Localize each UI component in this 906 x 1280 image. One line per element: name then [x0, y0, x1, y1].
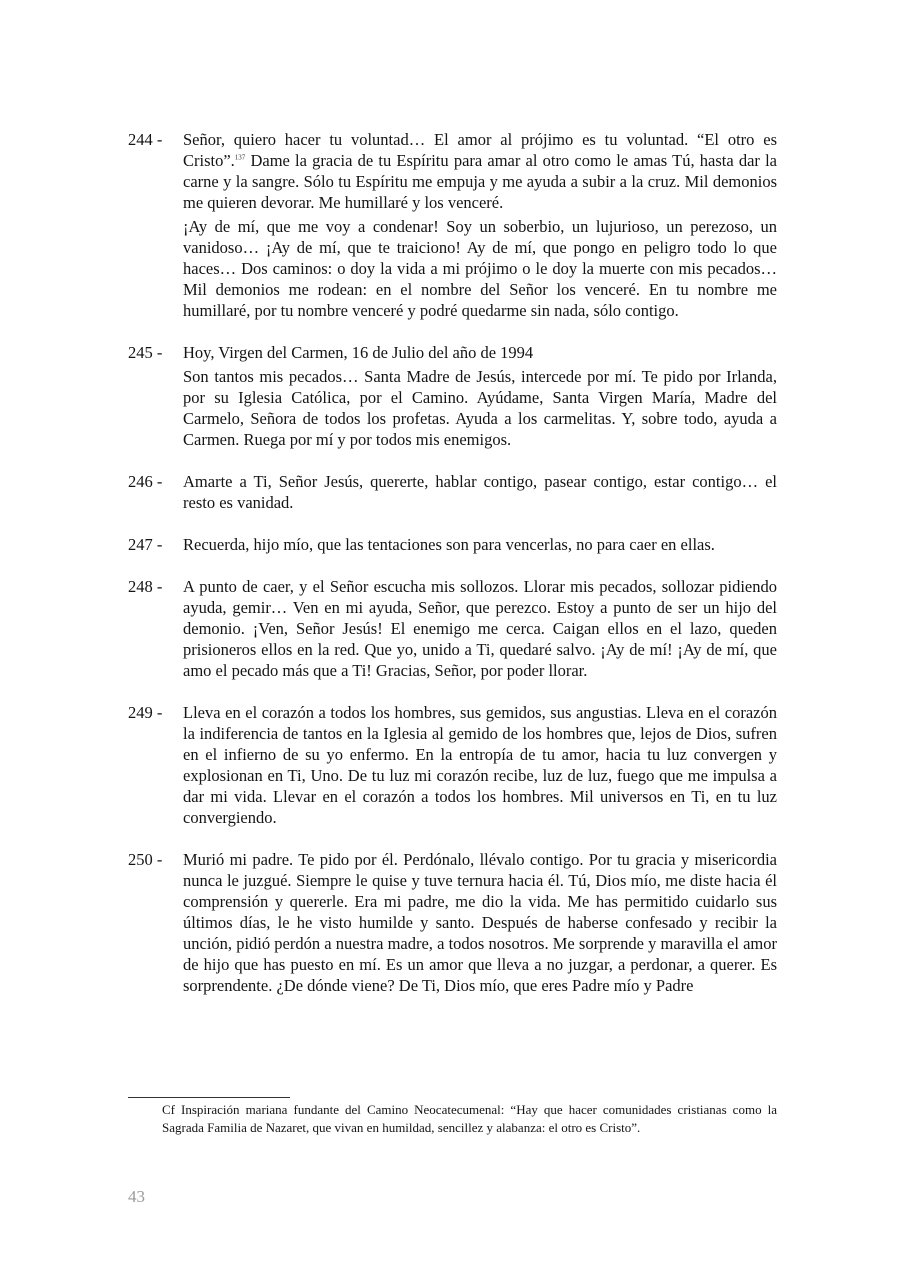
- text-run: Dame la gracia de tu Espíritu para amar al otro como le amas Tú, hasta dar la carne y la sangre. Sólo tu Espíritu me empuja y me ayuda a subir a la cruz. Mil demonios me quieren devorar. Me humillaré y los venceré.: [183, 151, 777, 212]
- entry-paragraph: [183, 534, 777, 555]
- entry: [128, 702, 777, 828]
- text-run: A punto de caer, y el Señor escucha mis sollozos. Llorar mis pecados, sollozar pidiendo ayuda, gemir… Ven en mi ayuda, Señor, que perezco. Estoy a punto de ser un hijo del demonio. ¡Ven, Señor Jesús! El enemigo me cerca. Caigan ellos en el lazo, queden prisioneros ellos en la red. Que yo, unido a Ti, quedaré salvo. ¡Ay de mí! ¡Ay de mí, que amo el pecado más que a Ti! Gracias, Señor, por poder llorar.: [183, 577, 777, 680]
- text-run: Lleva en el corazón a todos los hombres, sus gemidos, sus angustias. Lleva en el corazón la indiferencia de tantos en la Iglesia al gemido de los hombres que, lejos de Dios, sufren en el infierno de su yo enfermo. En la entropía de tu amor, hacia tu luz convergen y explosionan en Ti, Uno. De tu luz mi corazón recibe, luz de luz, fuego que me impulsa a dar mi vida. Llevar en el corazón a todos los hombres. Mil universos en Ti, en tu luz convergiendo.: [183, 703, 777, 827]
- entry: [128, 129, 777, 321]
- text-run: Señor, quiero hacer tu voluntad… El amor al prójimo es tu voluntad. “El otro es Cristo”.: [183, 130, 777, 170]
- footnote-reference: 137: [234, 153, 246, 162]
- footnote-rule: [128, 1097, 290, 1098]
- entry: [128, 576, 777, 681]
- text-run: Hoy, Virgen del Carmen, 16 de Julio del año de 1994: [183, 343, 534, 362]
- entry-paragraph: [183, 702, 777, 828]
- text-run: Amarte a Ti, Señor Jesús, quererte, hablar contigo, pasear contigo, estar contigo… el resto es vanidad.: [183, 472, 777, 512]
- entry-paragraph: [183, 576, 777, 681]
- entry-body: [183, 849, 777, 996]
- entries-list: [128, 129, 777, 996]
- entry: [128, 342, 777, 450]
- entry-number: 248 -: [128, 577, 163, 596]
- text-run: Son tantos mis pecados… Santa Madre de Jesús, intercede por mí. Te pido por Irlanda, por su Iglesia Católica, por el Camino. Ayúdame, Santa Virgen María, Madre del Carmelo, Señora de todos los profetas. Ayuda a los carmelitas. Y, sobre todo, ayuda a Carmen. Ruega por mí y por todos mis enemigos.: [183, 367, 777, 449]
- entry-paragraph: [183, 216, 777, 321]
- entry-paragraph: [183, 129, 777, 213]
- entry: [128, 471, 777, 513]
- text-run: Murió mi padre. Te pido por él. Perdónalo, llévalo contigo. Por tu gracia y misericordia nunca le juzgué. Siempre le quise y tuve ternura hacia él. Tú, Dios mío, me diste hacia él comprensión y quererle. Era mi padre, me dio la vida. Me has permitido cuidarlo sus últimos días, le he visto humilde y santo. Después de haberse confesado y recibir la unción, pidió perdón a nuestra madre, a todos nosotros. Me sorprende y maravilla el amor de hijo que has puesto en mí. Es un amor que lleva a no juzgar, a perdonar, a querer. Es sorprendente. ¿De dónde viene? De Ti, Dios mío, que eres Padre mío y Padre: [183, 850, 777, 995]
- entry-number: 249 -: [128, 703, 163, 722]
- entry-number: 246 -: [128, 472, 163, 491]
- entry-body: [183, 129, 777, 321]
- footnote-text: Cf Inspiración mariana fundante del Camino Neocatecumenal: “Hay que hacer comunidades cristianas como la Sagrada Familia de Nazaret, que vivan en humildad, sencillez y alabanza: el otro es Cristo”.: [162, 1102, 777, 1135]
- entry-body: [183, 471, 777, 513]
- entry-number: 247 -: [128, 535, 163, 554]
- entry: [128, 534, 777, 555]
- entry-paragraph: [183, 849, 777, 996]
- entry-paragraph: [183, 471, 777, 513]
- entry-number: 250 -: [128, 850, 163, 869]
- entry: [128, 849, 777, 996]
- entry-body: [183, 576, 777, 681]
- entry-number: 244 -: [128, 130, 163, 149]
- page-number: 43: [128, 1187, 145, 1206]
- entry-paragraph: [183, 366, 777, 450]
- entry-body: [183, 534, 777, 555]
- text-run: ¡Ay de mí, que me voy a condenar! Soy un soberbio, un lujurioso, un perezoso, un vanidoso… ¡Ay de mí, que te traiciono! Ay de mí, que pongo en peligro todo lo que haces… Dos caminos: o doy la vida a mi prójimo o le doy la muerte con mis pecados… Mil demonios me rodean: en el nombre del Señor los venceré. En tu nombre me humillaré, por tu nombre venceré y podré quedarme sin nada, sólo contigo.: [183, 217, 777, 320]
- entry-body: [183, 342, 777, 450]
- text-run: Recuerda, hijo mío, que las tentaciones son para vencerlas, no para caer en ellas.: [183, 535, 715, 554]
- entry-number: 245 -: [128, 343, 163, 362]
- entry-paragraph: [183, 342, 777, 363]
- entry-body: [183, 702, 777, 828]
